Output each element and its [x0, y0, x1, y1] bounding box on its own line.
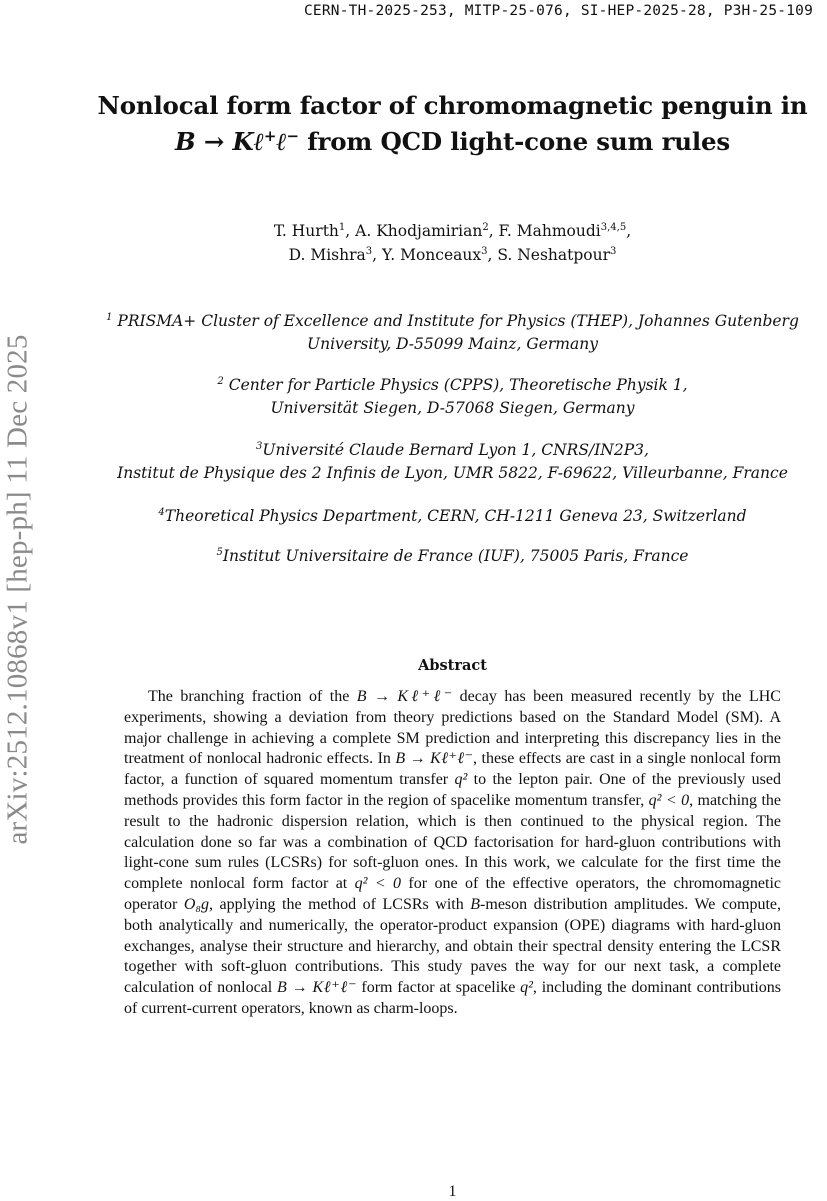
author: S. Neshatpour$^3$	[497, 245, 617, 264]
arxiv-identifier-stamp	[0, 278, 36, 900]
title-decay-math: B → Kℓ+ℓ−	[175, 126, 299, 156]
affiliation-3: $^3$Université Claude Bernard Lyon 1, CNRS/IN2P3, Institut de Physique des 2 Infinis de Lyon, UMR 5822, F-69622, Villeurbanne, France	[117, 440, 788, 482]
affiliation-4: $^4$Theoretical Physics Department, CERN, CH-1211 Geneva 23, Switzerland	[158, 506, 747, 525]
paper-title	[60, 88, 827, 160]
title-line-2: B → Kℓ+ℓ− from QCD light-cone sum rules	[175, 126, 730, 156]
author-list	[60, 219, 827, 267]
abstract-text: The branching fraction of the B → Kℓ⁺ℓ⁻ decay has been measured recently by the LHC experiments, showing a deviation from theory predictions based on the Standard Model (SM). A major challenge in achieving a complete SM prediction and interpreting this discrepancy lies in the treatment of nonlocal hadronic effects. In B → Kℓ⁺ℓ⁻, these effects are cast in a single nonlocal form factor, a function of squared momentum transfer q² to the lepton pair. One of the previously used methods provides this form factor in the region of spacelike momentum transfer, q² < 0, matching the result to the hadronic dispersion relation, which is then continued to the physical region. The calculation done so far was a combination of QCD factorisation for hard-gluon contributions with light-cone sum rules (LCSRs) for soft-gluon ones. In this work, we calculate for the first time the complete nonlocal form factor at q² < 0 for one of the effective operators, the chromomagnetic operator O₈g, applying the method of LCSRs with B-meson distribution amplitudes. We compute, both analytically and numerically, the operator-product expansion (OPE) diagrams with hard-gluon exchanges, analyse their structure and hierarchy, and obtain their spectral density entering the LCSR together with soft-gluon contributions. This study paves the way for our next task, a complete calculation of nonlocal B → Kℓ⁺ℓ⁻ form factor at spacelike q², including the dominant contributions of current-current operators, known as charm-loops.	[124, 688, 782, 1017]
report-numbers: CERN-TH-2025-253, MITP-25-076, SI-HEP-2025-28, P3H-25-109	[304, 3, 813, 19]
title-line-1: Nonlocal form factor of chromomagnetic penguin in	[97, 91, 808, 120]
affiliation-1: $^1$ PRISMA+ Cluster of Excellence and Institute for Physics (THEP), Johannes Gutenberg University, D-55099 Mainz, Germany	[106, 311, 799, 353]
page-number: 1	[448, 1183, 457, 1200]
affiliation-5: $^5$Institut Universitaire de France (IUF), 75005 Paris, France	[216, 546, 689, 565]
author: F. Mahmoudi$^{3,4,5}$	[498, 221, 627, 240]
author: Y. Monceaux$^3$	[381, 245, 488, 264]
author: A. Khodjamirian$^2$	[355, 221, 489, 240]
affiliation-2: $^2$ Center for Particle Physics (CPPS), Theoretische Physik 1, Universität Siegen, D-57068 Siegen, Germany	[217, 375, 688, 417]
author-line-1: T. Hurth$^1$, A. Khodjamirian$^2$, F. Mahmoudi$^{3,4,5}$,	[273, 221, 632, 240]
author: D. Mishra$^3$	[288, 245, 373, 264]
author-line-2: D. Mishra$^3$, Y. Monceaux$^3$, S. Neshatpour$^3$	[288, 245, 617, 264]
arxiv-identifier-text: arXiv:2512.10868v1 [hep-ph] 11 Dec 2025	[1, 333, 34, 845]
author: T. Hurth$^1$	[273, 221, 346, 240]
abstract-heading: Abstract	[418, 657, 487, 674]
